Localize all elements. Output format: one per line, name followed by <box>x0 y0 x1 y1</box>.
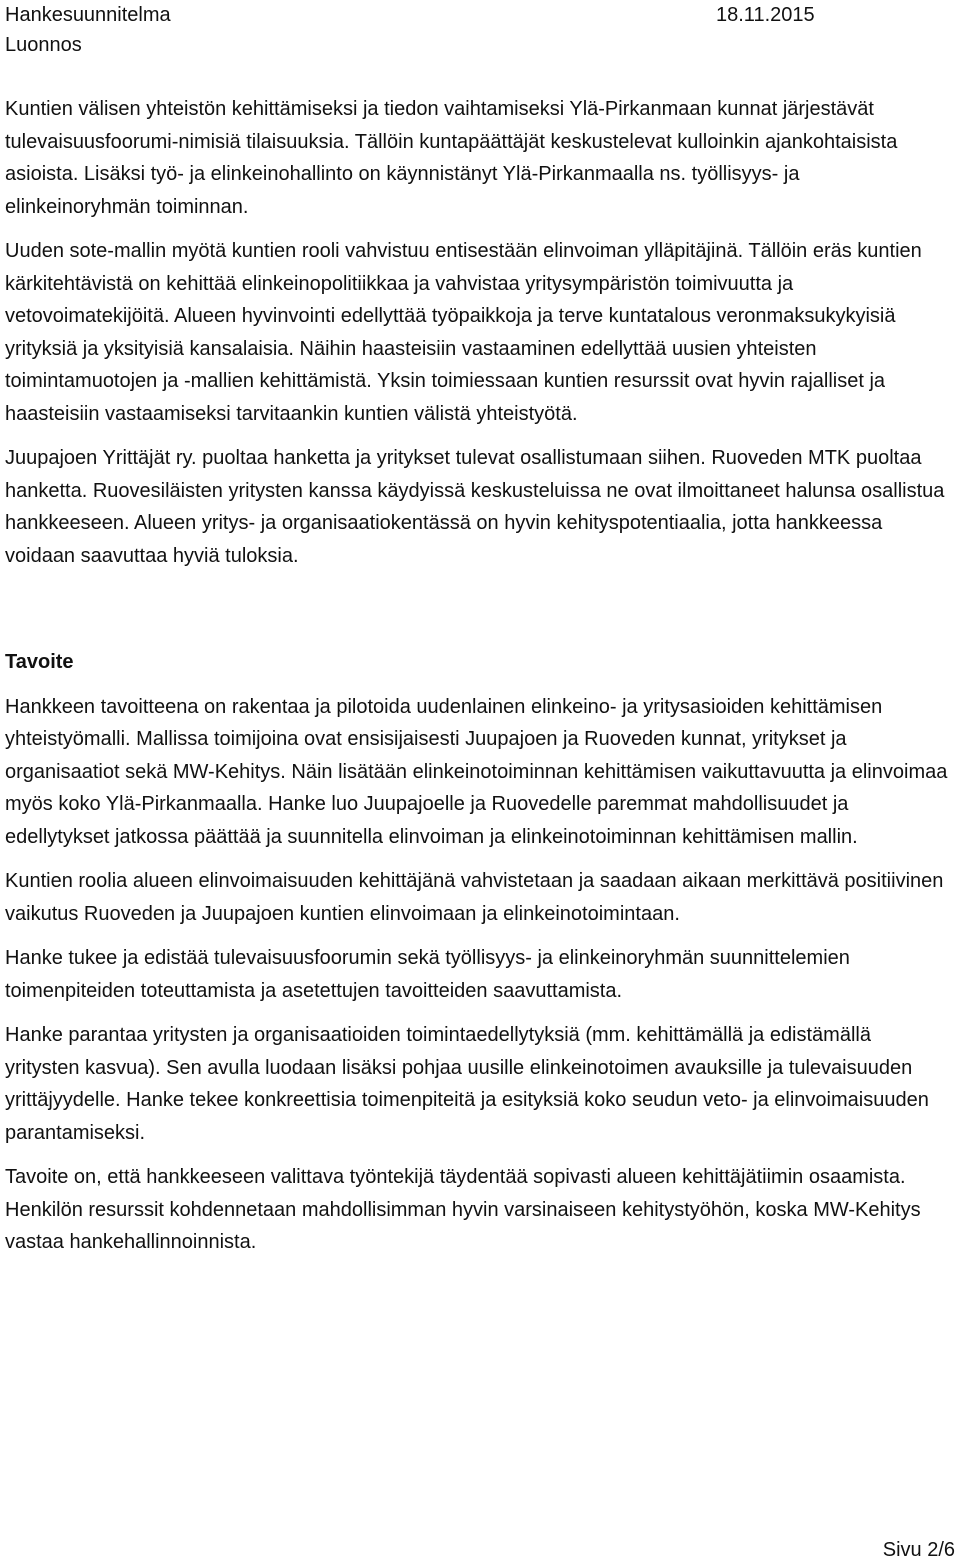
paragraph: Juupajoen Yrittäjät ry. puoltaa hanketta ja yritykset tulevat osallistumaan siihen. Ruoveden MTK puoltaa hanketta. Ruovesiläisten yritysten kanssa käydyissä keskusteluissa ne ovat ilmoittaneet halunsa osallistua hankkeeseen. Alueen yritys- ja organisaatiokentässä on hyvin kehityspotentiaalia, jotta hankkeessa voidaan saavuttaa hyviä tuloksia. <box>5 447 945 567</box>
paragraph: Uuden sote-mallin myötä kuntien rooli vahvistuu entisestään elinvoiman ylläpitäjinä. Tällöin eräs kuntien kärkitehtävistä on kehittää elinkeinopolitiikkaa ja vahvistaa yritysympäristön toimivuutta ja vetovoimatekijöitä. Alueen hyvinvointi edellyttää työpaikkoja ja terve kuntatalous veronmaksukykyisiä yrityksiä ja yksityisiä kansalaisia. Näihin haasteisiin vastaaminen edellyttää uusien yhteisten toimintamuotojen ja -mallien kehittämistä. Yksin toimiessaan kuntien resurssit ovat hyvin rajalliset ja haasteisiin vastaamiseksi tarvitaankin kuntien välistä yhteistyötä. <box>5 240 922 425</box>
page-header <box>5 0 950 60</box>
document-status: Luonnos <box>5 34 82 56</box>
paragraph: Hanke parantaa yritysten ja organisaatioiden toimintaedellytyksiä (mm. kehittämällä ja edistämällä yritysten kasvua). Sen avulla luodaan lisäksi pohjaa uusille elinkeinotoimen avauksille ja tulevaisuuden yrittäjyydelle. Hanke tekee konkreettisia toimenpiteitä ja esityksiä koko seudun veto- ja elinvoimaisuuden parantamiseksi. <box>5 1024 929 1144</box>
section-heading: Tavoite <box>5 651 74 673</box>
paragraph: Kuntien roolia alueen elinvoimaisuuden kehittäjänä vahvistetaan ja saadaan aikaan merkittävä positiivinen vaikutus Ruoveden ja Juupajoen kuntien elinvoimaan ja elinkeinotoimintaan. <box>5 870 944 925</box>
paragraph: Hanke tukee ja edistää tulevaisuusfoorumin sekä työllisyys- ja elinkeinoryhmän suunnittelemien toimenpiteiden toteuttamista ja asetettujen tavoitteiden saavuttamista. <box>5 947 850 1002</box>
paragraph: Hankkeen tavoitteena on rakentaa ja pilotoida uudenlainen elinkeino- ja yritysasioiden kehittämisen yhteistyömalli. Mallissa toimijoina ovat ensisijaisesti Juupajoen ja Ruoveden kunnat, yritykset ja organisaatiot sekä MW-Kehitys. Näin lisätään elinkeinotoiminnan kehittämisen vaikuttavuutta ja elinvoimaa myös koko Ylä-Pirkanmaalla. Hanke luo Juupajoelle ja Ruovedelle paremmat mahdollisuudet ja edellytykset jatkossa päättää ja suunnitella elinvoiman ja elinkeinotoiminnan kehittämisen mallin. <box>5 695 948 848</box>
page-number: Sivu 2/6 <box>882 1539 955 1561</box>
document-body <box>5 93 950 1271</box>
document-date: 18.11.2015 <box>716 4 815 26</box>
document-title: Hankesuunnitelma <box>5 4 171 26</box>
section-spacer <box>5 584 950 646</box>
paragraph: Tavoite on, että hankkeeseen valittava työntekijä täydentää sopivasti alueen kehittäjätiimin osaamista. Henkilön resurssit kohdennetaan mahdollisimman hyvin varsinaiseen kehitystyöhön, koska MW-Kehitys vastaa hankehallinnoinnista. <box>5 1166 921 1253</box>
paragraph: Kuntien välisen yhteistön kehittämiseksi ja tiedon vaihtamiseksi Ylä-Pirkanmaan kunnat järjestävät tulevaisuusfoorumi-nimisiä tilaisuuksia. Tällöin kuntapäättäjät keskustelevat kulloinkin ajankohtaisista asioista. Lisäksi työ- ja elinkeinohallinto on käynnistänyt Ylä-Pirkanmaalla ns. työllisyys- ja elinkeinoryhmän toiminnan. <box>5 98 898 218</box>
